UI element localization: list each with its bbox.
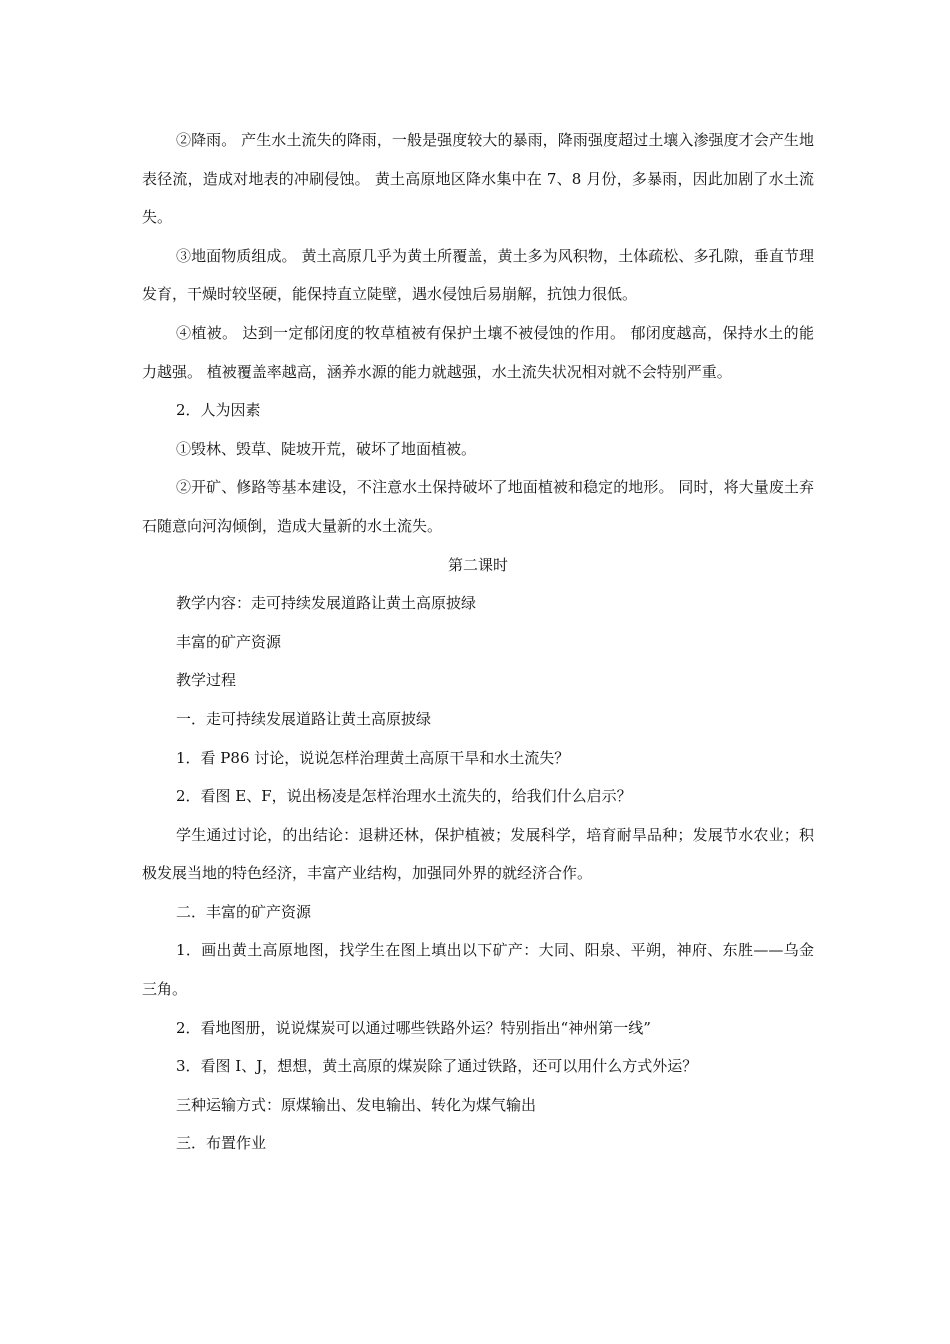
paragraph-transport-modes: 三种运输方式：原煤输出、发电输出、转化为煤气输出 (176, 1095, 537, 1114)
paragraph-ground-material: ③地面物质组成。 黄土高原几乎为黄土所覆盖，黄土多为风积物，土体疏松、多孔隙，垂直节理发育，干燥时较坚硬，能保持直立陡壁，遇水侵蚀后易崩解，抗蚀力很低。 (142, 246, 814, 304)
item-railways: 2．看地图册，说说煤炭可以通过哪些铁路外运？特别指出“神州第一线” (176, 1018, 651, 1037)
paragraph-rainfall: ②降雨。 产生水土流失的降雨，一般是强度较大的暴雨，降雨强度超过土壤入渗强度才会产生地表径流，造成对地表的冲刷侵蚀。 黄土高原地区降水集中在 7、8 月份，多暴雨，因此加剧了水土流失。 (142, 131, 814, 227)
teaching-content-sub: 丰富的矿产资源 (176, 632, 282, 651)
section-three-heading: 三．布置作业 (176, 1134, 267, 1153)
teaching-process-heading: 教学过程 (176, 671, 237, 690)
document-body (142, 121, 814, 1163)
paragraph-mining-roads: ②开矿、修路等基本建设，不注意水土保持破坏了地面植被和稳定的地形。 同时，将大量废土弃石随意向河沟倾倒，造成大量新的水土流失。 (142, 478, 814, 535)
section-two-heading: 二．丰富的矿产资源 (176, 902, 312, 921)
lesson-title: 第二课时 (447, 555, 508, 574)
heading-human-factors: 2．人为因素 (176, 401, 261, 420)
paragraph-deforestation: ①毁林、毁草、陡坡开荒，破坏了地面植被。 (176, 439, 477, 458)
item-discussion: 1．看 P86 讨论，说说怎样治理黄土高原干旱和水土流失？ (176, 748, 570, 767)
item-yangling: 2．看图 E、F，说出杨凌是怎样治理水土流失的，给我们什么启示？ (176, 787, 632, 806)
section-one-heading: 一．走可持续发展道路让黄土高原披绿 (176, 709, 432, 728)
item-coal-transport: 3．看图 I、J，想想，黄土高原的煤炭除了通过铁路，还可以用什么方式外运？ (176, 1057, 698, 1076)
item-draw-map: 1．画出黄土高原地图，找学生在图上填出以下矿产：大同、阳泉、平朔，神府、东胜——乌金三角。 (142, 941, 814, 999)
paragraph-vegetation: ④植被。 达到一定郁闭度的牧草植被有保护土壤不被侵蚀的作用。 郁闭度越高，保持水土的能力越强。 植被覆盖率越高，涵养水源的能力就越强，水土流失状况相对就不会特别严重。 (142, 323, 814, 381)
paragraph-conclusion: 学生通过讨论，的出结论：退耕还林，保护植被；发展科学，培育耐旱品种；发展节水农业；积极发展当地的特色经济，丰富产业结构，加强同外界的就经济合作。 (142, 825, 814, 883)
teaching-content: 教学内容：走可持续发展道路让黄土高原披绿 (176, 594, 477, 613)
